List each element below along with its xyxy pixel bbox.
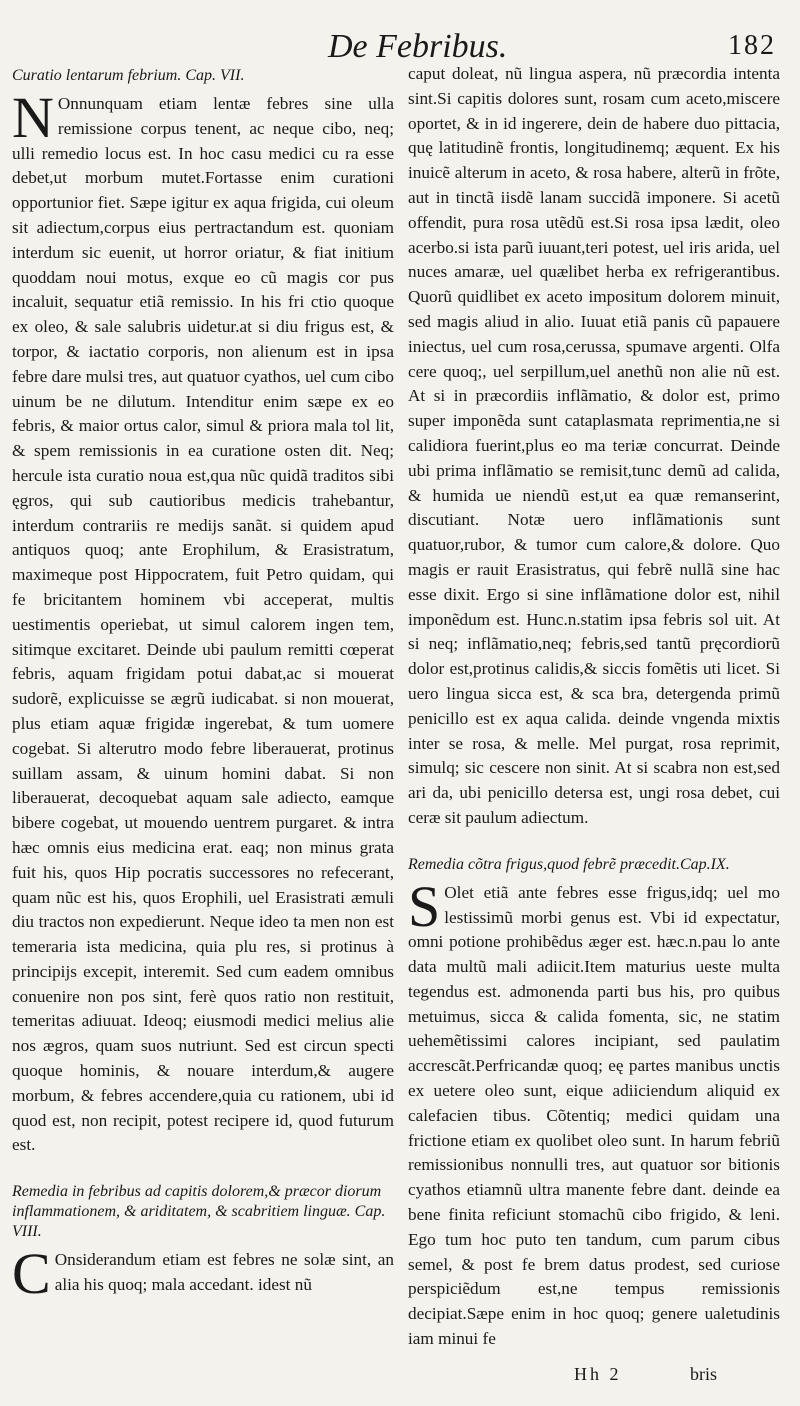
chapter-8-text bbox=[12, 1241, 394, 1307]
right-column bbox=[408, 62, 780, 1354]
chapter-7-body: Onnunquam etiam lentæ febres sine ulla remissione corpus tenent, ac neque cibo, neq; ulli remedio locus est. In hoc casu medici cu ra esse debet,ut morbum mutet.Fortasse enim curationi opportunior fiet. Sæpe igitur ex aqua frigida, cui oleum sit adiectum,corpus eius pertractandum est. quoniam interdum sic euenit, ut horror oriatur, & fiat initium quoddam noui motus, exque eo cũ magis cor pus incaluit, sequatur etiã remissio. In his fri ctio quoque ex oleo, & sale salubris uidetur.at si diu frigus est, & torpor, & iactatio corporis, non alienum est in ipsa febre dare mulsi tres, aut quatuor cyathos, uel cum cibo uinum be ne dilutum. Intenditur enim sæpe ex eo febris, & maior ortus calor, simul & priora mala tol lit, & spem remissionis in ea curatione osten dit. Neq; hercule ista curatio noua est,qua nũc quidã traditos sibi ęgros, qui sub cautioribus medicis trahebantur, interdum contrariis re medijs sanãt. si quidem apud antiquos quoq; ante Erophilum, & Erasistratum, maximeque post Hippocratem, fuit Petro quidam, qui fe bricitantem hominem vbi acceperat, multis uestimentis operiebat, ut simul calorem ingen tem, sitimque excitaret. Deinde ubi paulum remitti cœperat febris, aquam frigidam potui dabat,ac si mouerat sudorẽ, explicuisse se ægrũ iudicabat. si non mouerat, plus etiam aquæ frigidæ ingerebat, & tum uomere cogebat. Si alterutro modo febre liberauerat, protinus suillam assam, & uinum homini dabat. Si non liberauerat, decoquebat aquam sale adiecto, eamque bibere cogebat, ut mouendo uentrem purgaret. & intra hæc omnis eius medicina erat. eaq; non minus grata fuit his, quos Hip pocratis successores no refecerant, quam nũc est his, quos Erophili, uel Erasistrati æmuli diu tractos non expedierunt. Neque ideo ta men non est temeraria ista medicina, quia plu res, si protinus à principijs excepit, interemit. Sed cum eadem omnibus conuenire non pos sint, ferè quos ratio non restituit, temeritas adiuuat. Ideoq; eiusmodi medici melius alie nos ægros, quam suos nutriunt. Sed est circun specti quoque hominis, & nouare interdum,& augere morbum, & febres accendere,quia cu rationem, ubi id quod est, non recipit, potest recipere id, quod futurum est. bbox=[12, 94, 394, 1155]
chapter-7-heading: Curatio lentarum febrium. Cap. VII. bbox=[12, 67, 245, 84]
running-head bbox=[0, 14, 800, 66]
left-column bbox=[12, 62, 394, 1307]
running-title: De Febribus. bbox=[328, 28, 508, 65]
drop-initial-c: C bbox=[12, 1241, 51, 1307]
signature-mark: Hh 2 bbox=[574, 1364, 622, 1384]
chapter-9-text bbox=[408, 873, 780, 1352]
chapter-9-body: Olet etiã ante febres esse frigus,idq; uel mo lestissimũ morbi genus est. Vbi id expectatur, omni potione prohibẽdus æger est. hæc.n.pau lo ante data multũ mali adiicit.Item maturius ueste multa tegendus est. admonenda parti bus his, pro quibus metuimus, sicca & calida fomenta, sic, ne statim uehemẽtissimi calores incipiant, sed paulatim accrescãt.Perfricandæ quoq; eę partes manibus unctis ex uetere oleo sunt, eique adiiciendum aliquid ex calefacien tibus. Cõtentiq; medici quidam una frictione etiam ex quolibet oleo sunt. In harum febriũ remissionibus nonnulli tres, aut quatuor sor bitionis cyathos etiamnũ ultra manente febre dant. deinde ea bene finita reficiunt stomachũ cibo frigido, & leni. Ego tum hoc puto ten tandum, cum parum cibus semel, & post fe brem datus prodest, sed curiose perspiciẽdum est,ne tempus remissionis decipiat.Sæpe enim in hoc quoq; genere ualetudinis iam minui fe bbox=[408, 882, 780, 1349]
chapter-8-continuation: caput doleat, nũ lingua aspera, nũ præcordia intenta sint.Si capitis dolores sunt, rosam cum aceto,miscere oportet, & in id ingerere, dein de habere duo pittacia, quę latitudinẽ frontis, longitudinemq; æquent. Ex his inuicẽ alterum in aceto, & rosa habere, alterũ in frõte, aut in tinctã iisdẽ lanam succidã imponere. Si acetũ offendit, pura rosa utẽdũ est.Si rosa ipsa lædit, oleo acerbo.si ista parũ iuuant,teri potest, uel iris arida, uel nuces amaræ, uel quælibet herba ex refrigerantibus. Quorũ quidlibet ex aceto impositum dolorem minuit, sed magis aliud in alio. Iuuat etiã panis cũ papauere iniectus, uel cum rosa,cerussa, spumave argenti. Olfa cere quoq;, uel serpillum,uel anethũ non alie nũ est. At si in præcordiis inflãmatio, & dolor est, primo super imponẽda sunt cataplasmata reprimentia,ne si calidiora fuerint,plus eo ma teriæ concurrat. Deinde ubi prima inflãmatio se remisit,tunc demũ ad calida, & humida ue niendũ est,ut ea quæ remanserint, discutiant. Notæ uero inflãmationis sunt quatuor,rubor, & tumor cum calore,& dolore. Quo magis er rauit Erasistratus, qui febrẽ nullã sine hac esse dixit. Ergo si sine inflãmatione dolor est, nihil imponẽdum est. Hunc.n.statim ipsa febris sol uit. At si neq; inflãmatio,neq; febris,sed tantũ pręcordiorũ dolor est,protinus calidis,& siccis fomẽtis uti licet. Si uero lingua sicca est, & sca bra, detergenda primũ penicillo est ex aqua calida. deinde vngenda mixtis inter se rosa, & melle. Mel purgat, rosa reprimit, simulq; sic cescere non sinit. At si scabra non est,sed ari da, ubi penicillo detersa est, ungi rosa debet, cui ceræ sit paulum adiectum. bbox=[408, 64, 780, 827]
page-number: 182 bbox=[728, 30, 776, 61]
chapter-9-heading: Remedia cõtra frigus,quod febrẽ præcedit.Cap.IX. bbox=[408, 855, 730, 873]
chapter-7-text bbox=[12, 85, 394, 1158]
chapter-8-body: Onsiderandum etiam est febres ne solæ sint, an alia his quoq; mala accedant. idest nũ bbox=[54, 1250, 394, 1295]
drop-initial-s: S bbox=[408, 873, 441, 939]
catchline bbox=[0, 1364, 800, 1394]
chapter-8-heading: Remedia in febribus ad capitis dolorem,& præcor diorum inflammationem, & ariditatem, & scabritiem linguæ. Cap. VIII. bbox=[12, 1183, 386, 1241]
drop-initial-n: N bbox=[12, 85, 54, 150]
catchword: bris bbox=[690, 1364, 717, 1384]
